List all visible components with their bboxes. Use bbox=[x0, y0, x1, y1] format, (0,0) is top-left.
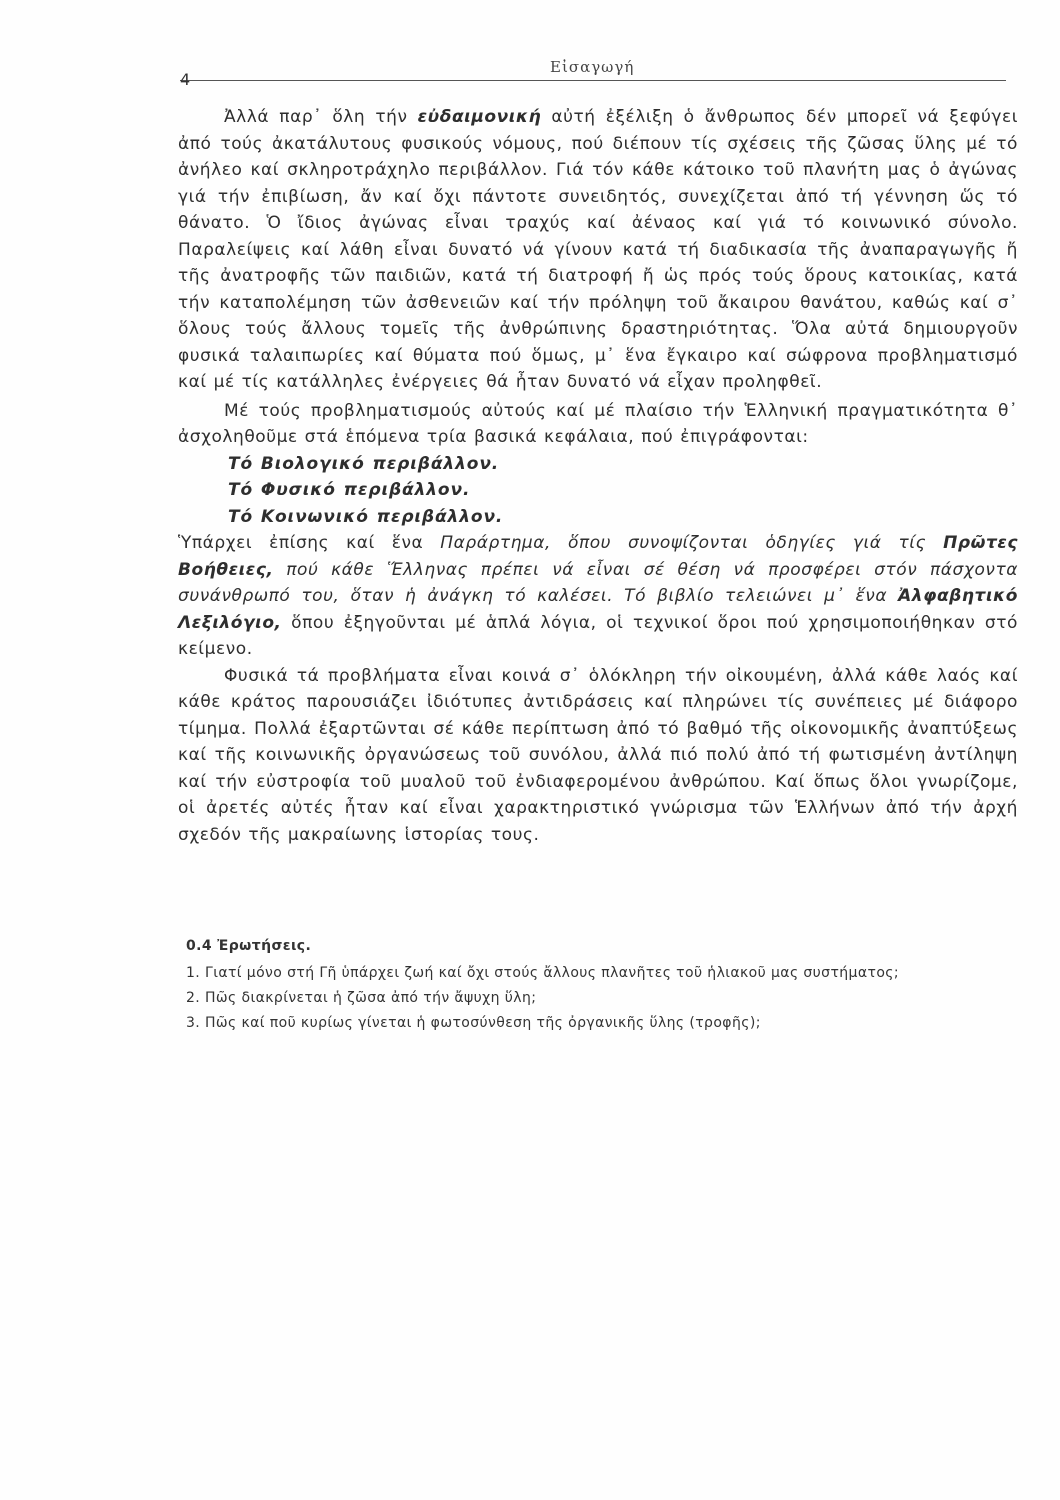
main-text bbox=[178, 104, 1018, 848]
question-item: 2. Πῶς διακρίνεται ἡ ζῶσα ἀπό τήν ἄψυχη ὕλη; bbox=[186, 990, 537, 1006]
chapter-list bbox=[178, 451, 1018, 531]
paragraph-3-first-aid: Πρῶτες Βοήθειες, bbox=[178, 533, 1018, 580]
questions-heading: 0.4 Ἐρωτήσεις. bbox=[186, 938, 312, 954]
question-item: 3. Πῶς καί ποῦ κυρίως γίνεται ἡ φωτοσύνθεση τῆς ὀργανικῆς ὕλης (τροφῆς); bbox=[186, 1015, 761, 1031]
running-title: Εἰσαγωγή bbox=[550, 58, 635, 76]
paragraph-1-emphasis: εὐδαιμονική bbox=[417, 107, 542, 127]
paragraph-3-glossary: Ἀλφαβητικό Λεξιλόγιο, bbox=[178, 586, 1018, 633]
chapter-item-biological: Τό Βιολογικό περιβάλλον. bbox=[228, 453, 500, 474]
paragraph-3-italic-a: Παράρτημα, ὅπου συνοψίζονται ὁδηγίες γιά τίς bbox=[440, 533, 944, 553]
paragraph-2: Μέ τούς προβληματισμούς αὐτούς καί μέ πλαίσιο τήν Ἑλληνική πραγματικότητα θ᾽ ἀσχοληθοῦμε στά ἑπόμενα τρία βασικά κεφάλαια, πού ἐπιγράφονται: bbox=[178, 400, 1018, 447]
chapter-item-physical: Τό Φυσικό περιβάλλον. bbox=[228, 480, 471, 500]
chapter-item-social: Τό Κοινωνικό περιβάλλον. bbox=[228, 506, 504, 527]
paragraph-3-text-b: ὅπου ἐξηγοῦνται μέ ἁπλά λόγια, οἱ τεχνικοί ὅροι πού χρησιμοποιήθηκαν στό κείμενο. bbox=[178, 612, 1018, 659]
paragraph-4: Φυσικά τά προβλήματα εἶναι κοινά σ᾽ ὁλόκληρη τήν οἰκουμένη, ἀλλά κάθε λαός καί κάθε κράτος παρουσιάζει ἰδιότυπες ἀντιδράσεις καί πληρώνει τίς συνέπειες μέ διάφορο τίμημα. Πολλά ἐξαρτῶνται σέ κάθε περίπτωση ἀπό τό βαθμό τῆς οἰκονομικῆς ἀναπτύξεως καί τῆς κοινωνικῆς ὀργανώσεως τοῦ συνόλου, ἀλλά πιό πολύ ἀπό τή φωτισμένη ἀντίληψη καί τήν εὐστροφία τοῦ μυαλοῦ τοῦ ἐνδιαφερομένου ἀνθρώπου. Καί ὅπως ὅλοι γνωρίζομε, οἱ ἀρετές αὐτές ἦταν καί εἶναι χαρακτηριστικό γνώρισμα τῶν Ἑλλήνων ἀπό τήν ἀρχή σχεδόν τῆς μακραίωνης ἱστορίας τους. bbox=[178, 665, 1018, 845]
paragraph-1-text-b: αὐτή ἐξέλιξη ὁ ἄνθρωπος δέν μπορεῖ νά ξεφύγει ἀπό τούς ἀκατάλυτους φυσικούς νόμους, πού διέπουν τίς σχέσεις τῆς ζῶσας ὕλης μέ τό ἀνήλεο καί σκληροτράχηλο περιβάλλον. Γιά τόν κάθε κάτοικο τοῦ πλανήτη μας ὁ ἀγώνας γιά τήν ἐπιβίωση, ἄν καί ὄχι πάντοτε συνειδητός, συνεχίζεται ἀπό τή γέννηση ὥς τό θάνατο. Ὁ ἴδιος ἀγώνας εἶναι τραχύς καί ἀέναος καί γιά τό κοινωνικό σύνολο. Παραλείψεις καί λάθη εἶναι δυνατό νά γίνουν κατά τή διαδικασία τῆς ἀναπαραγωγῆς ἤ τῆς ἀνατροφῆς τῶν παιδιῶν, κατά τή διατροφή ἤ ὡς πρός τούς ὅρους κατοικίας, κατά τήν καταπολέμηση τῶν ἀσθενειῶν καί τήν πρόληψη τοῦ ἄκαιρου θανάτου, καθώς καί σ᾽ ὅλους τούς ἄλλους τομεῖς τῆς ἀνθρώπινης δραστηριότητας. Ὅλα αὐτά δημιουργοῦν φυσικά ταλαιπωρίες καί θύματα πού ὅμως, μ᾽ ἕνα ἔγκαιρο καί σώφρονα προβληματισμό καί μέ τίς κατάλληλες ἐνέργειες θά ἦταν δυνατό νά εἶχαν προληφθεῖ. bbox=[178, 107, 1019, 392]
paragraph-1 bbox=[178, 104, 1018, 396]
questions-list bbox=[186, 961, 1026, 1036]
paragraph-1-text-a: Ἀλλά παρ᾽ ὅλη τήν bbox=[224, 107, 418, 127]
question-item: 1. Γιατί μόνο στή Γῆ ὑπάρχει ζωή καί ὄχι στούς ἄλλους πλανῆτες τοῦ ἡλιακοῦ μας συστήματος; bbox=[186, 965, 900, 981]
paragraph-3-text-a: Ὑπάρχει ἐπίσης καί ἕνα bbox=[178, 533, 441, 553]
paragraph-3-italic-b: πού κάθε Ἕλληνας πρέπει νά εἶναι σέ θέση νά προσφέρει στόν πάσχοντα συνάνθρωπό του, ὅταν ἡ ἀνάγκη τό καλέσει. Τό βιβλίο τελειώνει μ᾽ ἕνα bbox=[178, 559, 1018, 606]
page-number: 4 bbox=[180, 70, 191, 89]
page-header bbox=[180, 58, 1006, 89]
questions-section bbox=[186, 934, 1026, 1036]
paragraph-3 bbox=[178, 530, 1018, 663]
